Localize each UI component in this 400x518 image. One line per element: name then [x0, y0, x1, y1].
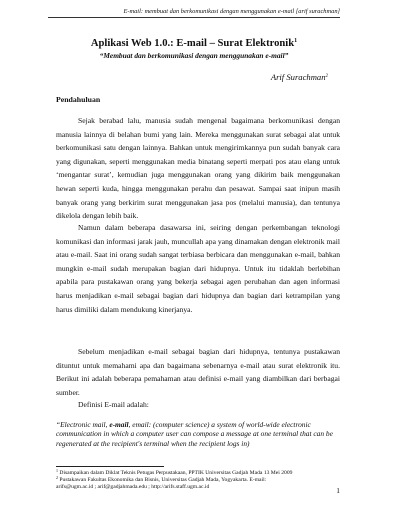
footnote-2-text: Pustakawan Fakultas Ekonomika dan Bisnis, Universitas Gadjah Mada, Yogyakarta. E-mail:	[59, 476, 267, 483]
footnote-2-contact-text[interactable]: arifs@ugm.ac.id ; arif@gadjahmada.edu ; http://arifs.staff.ugm.ac.id	[56, 483, 210, 490]
running-header: E-mail: membuat dan berkomunikasi dengan menggunakan e-mail [arif surachman]	[123, 8, 340, 15]
author-name: Arif Surachman	[270, 72, 326, 82]
definition-quote	[56, 420, 340, 448]
document-title-text: Aplikasi Web 1.0.: E-mail – Surat Elektronik	[90, 38, 295, 49]
paragraph-3: Sebelum menjadikan e-mail sebagai bagian dari hidupnya, tentunya pustakawan dituntut untuk memahami apa dan bagaimana sebenarnya e-mail atau surat elektronik itu. Berikut ini adalah beberapa pemahaman atau definisi e-mail yang diambilkan dari berbagai sumber.	[56, 347, 340, 397]
footnote-1-text: Disampaikan dalam Diklat Teknis Petugas Perpustakaan, PPTIK Universitas Gadjah Mada 13 Mei 2009	[59, 470, 293, 476]
document-subtitle: “Membuat dan berkomunikasi dengan menggunakan e-mail”	[99, 51, 289, 60]
paragraph-1: Sejak berabad lalu, manusia sudah mengenal bagaimana berkomunikasi dengan manusia lainnya di belahan bumi yang lain. Mereka menggunakan surat sebagai alat untuk berkomunikasi satu dengan lainnya. Bahkan untuk mengirimkannya pun sudah banyak cara yang digunakan, seperti menggunakan media binatang seperti merpati pos atau elang untuk ‘mengantar surat’, kemudian juga menggunakan orang yang dikirim baik menggunakan hewan seperti kuda, hingga menggunakan perahu dan pesawat. Sampai saat inipun masih banyak orang yang berkirim surat menggunakan jasa pos (melalui manusia), dan tentunya dikelola dengan lebih baik.	[56, 116, 340, 221]
author-footnote-mark[interactable]: 2	[325, 74, 328, 79]
quote-open: “Electronic mail,	[56, 420, 110, 429]
header-rule	[48, 17, 340, 18]
title-footnote-mark[interactable]: 1	[294, 38, 298, 44]
footnote-2-mark: 2	[56, 474, 58, 480]
footnote-2-contact[interactable]	[56, 484, 346, 491]
footnote-2	[56, 474, 346, 484]
page-number: 1	[336, 486, 340, 495]
paragraph-definition-intro: Definisi E-mail adalah:	[78, 400, 149, 409]
footnotes	[56, 470, 346, 490]
quote-rest: , email: (computer science) a system of world-wide electronic communication in which a computer user can compose a message at one terminal that can be regenerated at the recipient's terminal when the recipient logs in)	[56, 420, 333, 448]
paragraph-2: Namun dalam beberapa dasawarsa ini, seiring dengan perkembangan teknologi komunikasi dan informasi jarak jauh, muncullah apa yang dinamakan dengan elektronik mail atau e-mail. Saat ini orang sudah sangat terbiasa berbicara dan menggunakan e-mail, bahkan mungkin e-mail sudah merupakan bagian dari hidupnya. Untuk itu tidaklah berlebihan apabila para pustakawan orang yang bekerja sebagai agen perubahan dan agen informasi harus menjadikan e-mail sebagai bagian dari hidupnya dan bagian dari ketrampilan yang harus dimiliki dalam mendukung kinerjanya.	[56, 223, 340, 314]
section-heading: Pendahuluan	[56, 95, 101, 104]
footnote-1	[56, 470, 346, 477]
footnote-rule	[56, 466, 164, 467]
document-title	[48, 38, 340, 50]
quote-term: e-mail	[109, 420, 129, 429]
footnote-1-mark: 1	[56, 468, 58, 473]
author-line	[271, 72, 328, 82]
